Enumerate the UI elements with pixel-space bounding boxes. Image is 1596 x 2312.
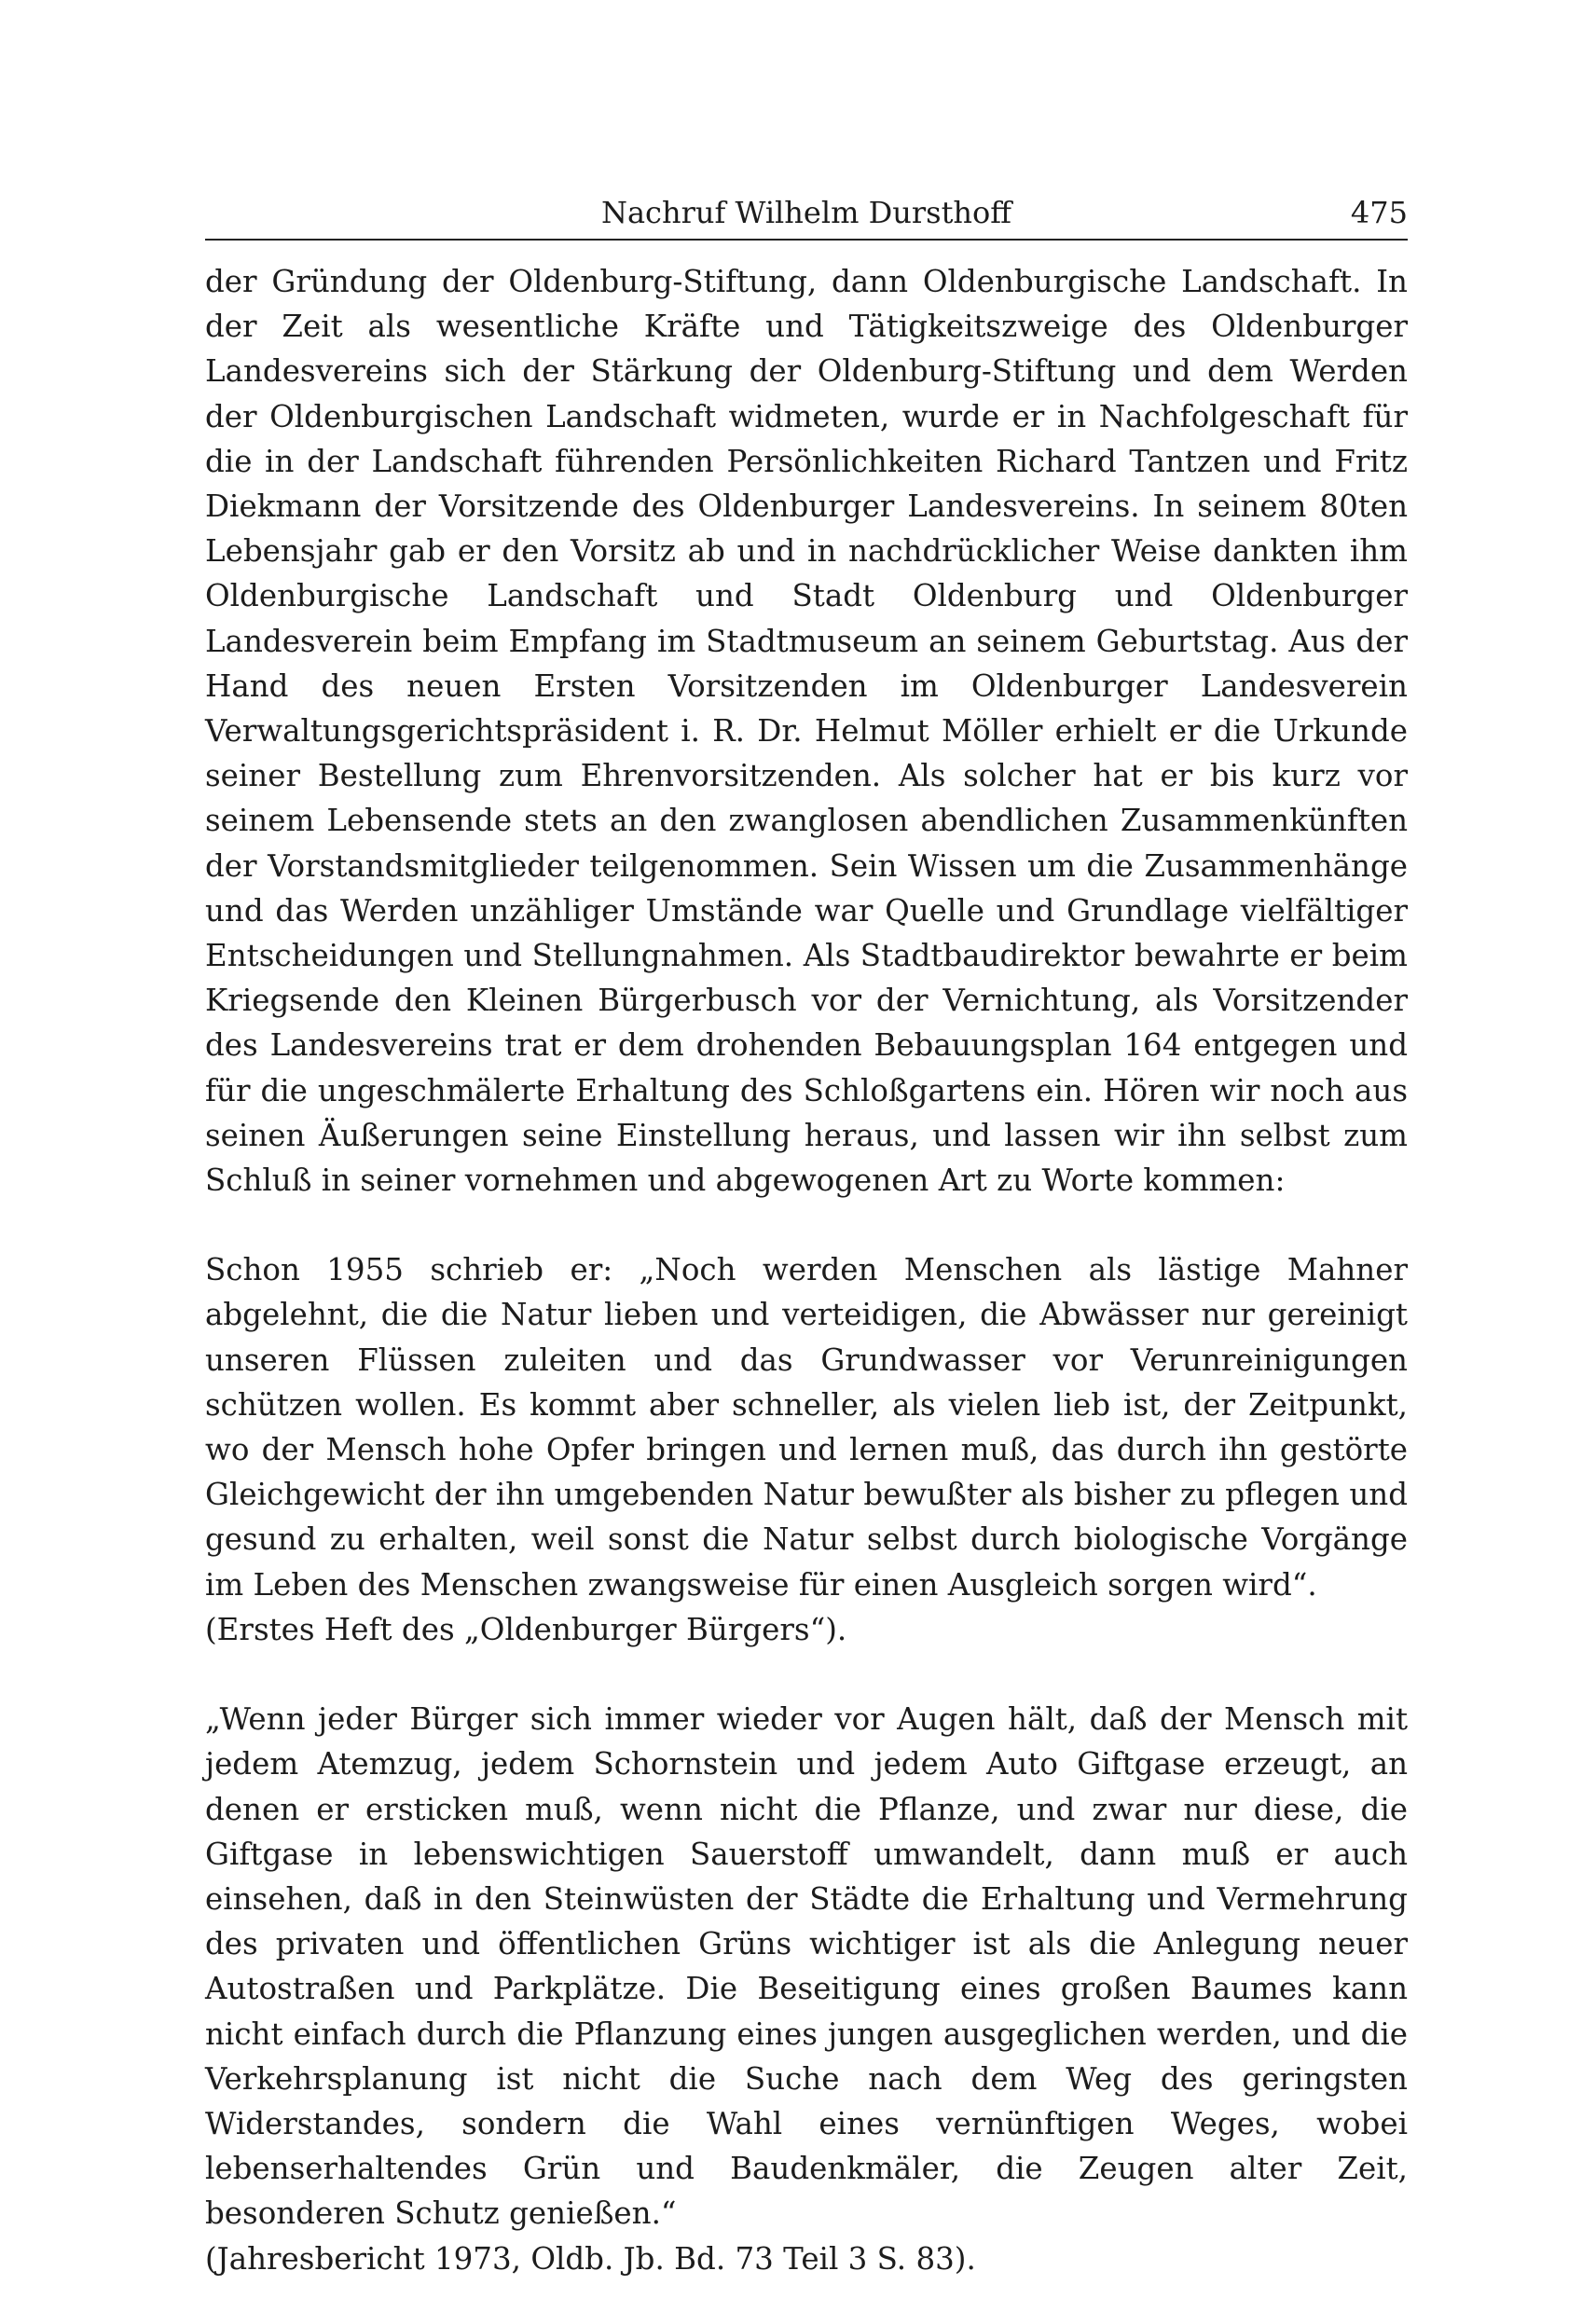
body-text bbox=[205, 259, 1408, 2281]
document-page bbox=[205, 186, 1408, 2281]
running-title: Nachruf Wilhelm Dursthoff bbox=[600, 195, 1012, 230]
quote-annual-report: „Wenn jeder Bürger sich immer wieder vor Augen hält, daß der Mensch mit jedem Atemzug, jedem Schornstein und jedem Auto Giftgase erzeugt, an denen er ersticken muß, wenn nicht die Pflanze, und zwar nur diese, die Giftgase in lebenswichtigen Sauerstoff umwandelt, dann muß er auch einsehen, daß in den Steinwüsten der Städte die Erhaltung und Vermehrung des privaten und öffentlichen Grüns wichtiger ist als die Anlegung neuer Autostraßen und Parkplätze. Die Beseitigung eines großen Baumes kann nicht einfach durch die Pflanzung eines jungen ausgeglichen werden, und die Verkehrsplanung ist nicht die Suche nach dem Weg des geringsten Widerstandes, sondern die Wahl eines vernünftigen Weges, wobei lebenserhaltendes Grün und Baudenkmäler, die Zeugen alter Zeit, besonderen Schutz genießen.“ bbox=[205, 1701, 1408, 2232]
citation-annual-report: (Jahresbericht 1973, Oldb. Jb. Bd. 73 Teil 3 S. 83). bbox=[205, 2240, 976, 2277]
citation-first-issue: (Erstes Heft des „Oldenburger Bürgers“). bbox=[205, 1611, 847, 1647]
quote-1955: Schon 1955 schrieb er: „Noch werden Menschen als lästige Mahner abgelehnt, die die Natur lieben und verteidigen, die Abwässer nur gereinigt unseren Flüssen zuleiten und das Grundwasser vor Verunreinigungen schützen wollen. Es kommt aber schneller, als vielen lieb ist, der Zeitpunkt, wo der Mensch hohe Opfer bringen und lernen muß, das durch ihn gestörte Gleichgewicht der ihn umgebenden Natur bewußter als bisher zu pflegen und gesund zu erhalten, weil sonst die Natur selbst durch biologische Vorgänge im Leben des Menschen zwangsweise für einen Ausgleich sorgen wird“. bbox=[205, 1252, 1408, 1603]
running-head bbox=[205, 186, 1408, 241]
page-number: 475 bbox=[1350, 195, 1408, 230]
paragraph-obituary: der Gründung der Oldenburg-Stiftung, dann Oldenburgische Landschaft. In der Zeit als wesentliche Kräfte und Tätigkeitszweige des Oldenburger Landesvereins sich der Stärkung der Oldenburg-Stiftung und dem Werden der Oldenburgischen Landschaft widmeten, wurde er in Nachfolgeschaft für die in der Landschaft führenden Persönlichkeiten Richard Tantzen und Fritz Diekmann der Vorsitzende des Oldenburger Landesvereins. In seinem 80ten Lebensjahr gab er den Vorsitz ab und in nachdrücklicher Weise dankten ihm Oldenburgische Landschaft und Stadt Oldenburg und Oldenburger Landesverein beim Empfang im Stadtmuseum an seinem Geburtstag. Aus der Hand des neuen Ersten Vorsitzenden im Oldenburger Landesverein Verwaltungsgerichtspräsident i. R. Dr. Helmut Möller erhielt er die Urkunde seiner Bestellung zum Ehrenvorsitzenden. Als solcher hat er bis kurz vor seinem Lebensende stets an den zwanglosen abendlichen Zusammenkünften der Vorstandsmitglieder teilgenommen. Sein Wissen um die Zusammenhänge und das Werden unzähliger Umstände war Quelle und Grundlage vielfältiger Entscheidungen und Stellungnahmen. Als Stadtbaudirektor bewahrte er beim Kriegsende den Kleinen Bürgerbusch vor der Vernichtung, als Vorsitzender des Landesvereins trat er dem drohenden Bebauungsplan 164 entgegen und für die ungeschmälerte Erhaltung des Schloßgartens ein. Hören wir noch aus seinen Äußerungen seine Einstellung heraus, und lassen wir ihn selbst zum Schluß in seiner vornehmen und abgewogenen Art zu Worte kommen: bbox=[205, 264, 1408, 1199]
